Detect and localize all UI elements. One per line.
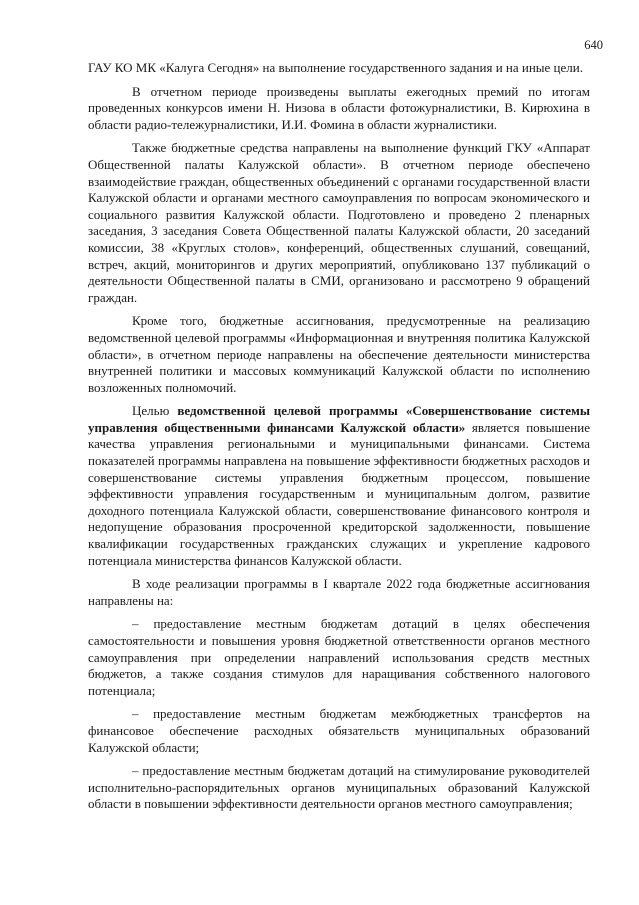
goal-lead-text: Целью <box>132 403 178 419</box>
paragraph-q1-directions: В ходе реализации программы в I квартале 2022 года бюджетные ассигнования направлены на: <box>88 576 590 608</box>
page-number: 640 <box>584 38 603 52</box>
paragraph-internal-policy: Кроме того, бюджетные ассигнования, предусмотренные на реализацию ведомственной целевой программы «Информационная и внутренняя политика Калужской области», в отчетном периоде направлены на обеспечение деятельности министерства внутренней политики и массовых коммуникаций Калужской области по исполнению возложенных полномочий. <box>88 313 590 395</box>
list-item-stimulating-heads: – предоставление местным бюджетам дотаций на стимулирование руководителей исполнительно-распорядительных органов муниципальных образований Калужской области в повышении эффективности деятельности органов местного самоуправления; <box>88 763 590 812</box>
list-item-interbudget-transfers: – предоставление местным бюджетам межбюджетных трансфертов на финансовое обеспечение расходных обязательств муниципальных образований Калужской области; <box>88 706 590 755</box>
document-body <box>88 60 590 820</box>
paragraph-public-chamber: Также бюджетные средства направлены на выполнение функций ГКУ «Аппарат Общественной палаты Калужской области». В отчетном периоде обеспечено взаимодействие граждан, общественных объединений с органами государственной власти Калужской области и органами местного самоуправления по вопросам экономического и социального развития Калужской области. Подготовлено и проведено 2 пленарных заседания, 3 заседания Совета Общественной палаты Калужской области, 20 заседаний комиссии, 38 «Круглых столов», конференций, общественных слушаний, совещаний, встреч, акций, мониторингов и других мероприятий, опубликовано 137 публикаций о деятельности Общественной палаты в СМИ, организовано и рассмотрено 9 обращений граждан. <box>88 140 590 305</box>
paragraph-awards: В отчетном периоде произведены выплаты ежегодных премий по итогам проведенных конкурсов имени Н. Низова в области фотожурналистики, В. Кирюхина в области радио-тележурналистики, И.И. Фомина в области журналистики. <box>88 83 590 132</box>
list-item-subsidies-independence: – предоставление местным бюджетам дотаций в целях обеспечения самостоятельности и повышения уровня бюджетной ответственности органов местного самоуправления при определении направлений использования средств местных бюджетов, а также создания стимулов для наращивания собственного налогового потенциала; <box>88 616 590 698</box>
goal-rest-text: является повышение качества управления региональными и муниципальными финансами. Система показателей программы направлена на повышение эффективности бюджетных расходов и совершенствование системы управления бюджетным процессом, повышение эффективности управления государственным и муниципальным долгом, развитие доходного потенциала Калужской области, совершенствование финансового контроля и недопущение образования просроченной кредиторской задолженности, повышение квалификации государственных гражданских служащих и укрепление кадрового потенциала министерства финансов Калужской области. <box>88 419 590 568</box>
program-name-bold: ведомственной целевой программы «Совершенствование системы управления общественными финансами Калужской области» <box>88 403 590 435</box>
paragraph-program-goal <box>88 403 590 569</box>
paragraph-gau-ko-mk: ГАУ КО МК «Калуга Сегодня» на выполнение государственного задания и на иные цели. <box>88 60 583 75</box>
